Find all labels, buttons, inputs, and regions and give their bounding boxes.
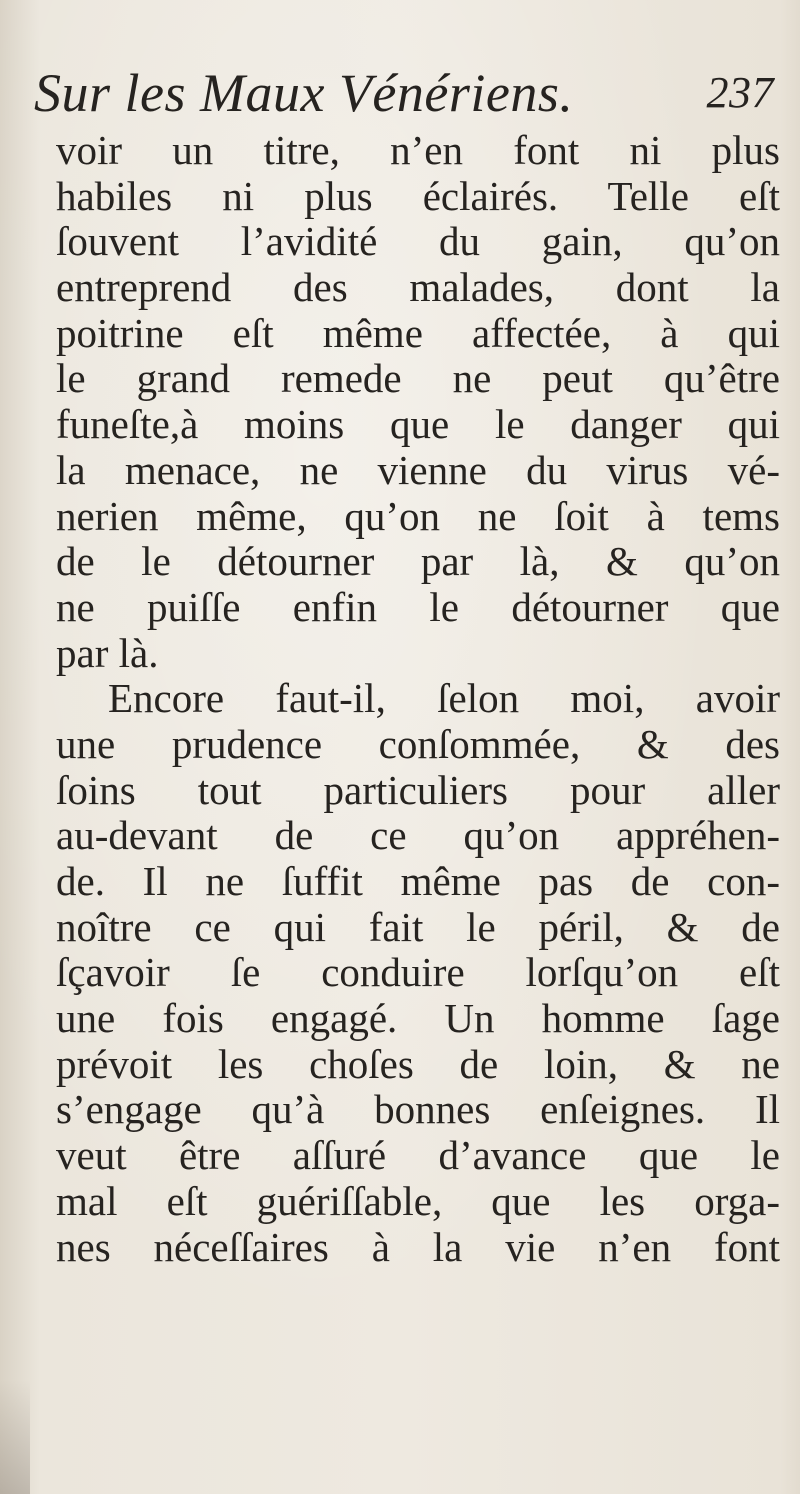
text-line: habiles ni plus éclairés. Telle eſt (56, 172, 780, 219)
running-title: Sur les Maux Vénériens. (34, 63, 574, 123)
text-line: la menace, ne vienne du virus vé- (56, 446, 780, 493)
text-line: une fois engagé. Un homme ſage (56, 995, 780, 1042)
text-line: funeſte,à moins que le danger qui (56, 401, 780, 448)
text-line: ſçavoir ſe conduire lorſqu’on eſt (56, 949, 780, 996)
text-line: par là. (56, 629, 159, 676)
text-line: ſouvent l’avidité du gain, qu’on (56, 218, 780, 265)
text-line: une prudence conſommée, & des (56, 720, 780, 767)
text-line: veut être aſſuré d’avance que le (56, 1132, 780, 1179)
page-number: 237 (706, 68, 774, 117)
text-line: noître ce qui fait le péril, & de (56, 903, 780, 950)
text-line: nes néceſſaires à la vie n’en font (56, 1223, 780, 1270)
text-line: entreprend des malades, dont la (56, 264, 780, 311)
body-text (56, 128, 780, 1270)
text-line: mal eſt guériſſable, que les orga- (56, 1177, 780, 1224)
text-line: Encore faut-il, ſelon moi, avoir (108, 675, 780, 722)
text-line: de le détourner par là, & qu’on (56, 538, 780, 585)
text-line: prévoit les choſes de loin, & ne (56, 1040, 780, 1087)
text-line: poitrine eſt même affectée, à qui (56, 309, 780, 356)
text-line: le grand remede ne peut qu’être (56, 355, 780, 402)
text-line: ſoins tout particuliers pour aller (56, 766, 780, 813)
text-line: ne puiſſe enfin le détourner que (56, 583, 780, 630)
page-edge-shadow (0, 1380, 30, 1494)
text-line: au-devant de ce qu’on appréhen- (56, 812, 780, 859)
running-header (34, 58, 774, 128)
text-line: nerien même, qu’on ne ſoit à tems (56, 492, 780, 539)
text-line: de. Il ne ſuffit même pas de con- (56, 858, 780, 904)
text-line: s’engage qu’à bonnes enſeignes. Il (56, 1086, 780, 1133)
text-line: voir un titre, n’en font ni plus (56, 127, 780, 173)
